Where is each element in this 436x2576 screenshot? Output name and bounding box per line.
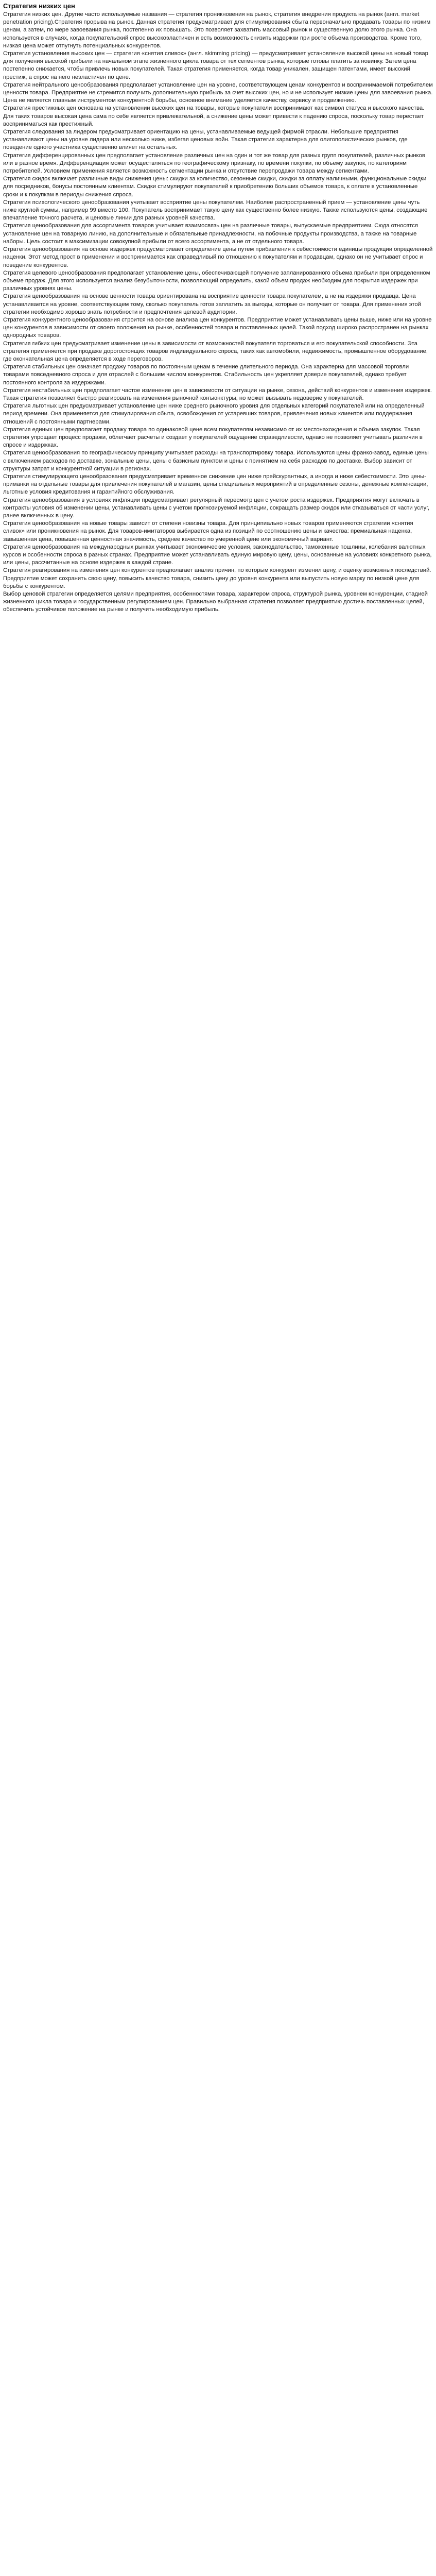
document-title: Стратегия низких цен bbox=[3, 2, 75, 10]
paragraph: Стратегия ценообразования на новые товары зависит от степени новизны товара. Для принципиально новых товаров применяются стратегии «снятия сливок» или проникновения на рынок. Для товаров-имитаторов выбирается одна из позиций по соотношению цены и качества: премиальная наценка, завышенная цена, повышенная ценностная значимость, среднее качество по умеренной цене или экономичный вариант. bbox=[3, 520, 413, 543]
document-page bbox=[0, 0, 436, 624]
paragraph: Стратегия низких цен. Другие часто используемые названия — стратегия проникновения на рынок, стратегия внедрения продукта на рынок (англ. market penetration pricing).Стратегия прорыва на рынок. Данная стратегия предусматривает для стимулирования сбыта первоначально продавать товары по низким ценам, а затем, по мере завоевания рынка, постепенно их повышать. Это позволяет захватить массовый рынок и существенную долю этого рынка. Она используется в случаях, когда покупательский спрос высокоэластичен и есть возможность снизить издержки при росте объема производства. Кроме того, низкая цена может отпугнуть потенциальных конкурентов. bbox=[3, 11, 431, 49]
paragraph: Стратегия ценообразования на основе издержек предусматривает определение цены путем прибавления к себестоимости единицы продукции определенной наценки. Этот метод прост в применении и воспринимается как справедливый по отношению к покупателям и продавцам, однако он не учитывает спрос и поведение конкурентов. bbox=[3, 246, 433, 268]
paragraph: Стратегия скидок включает различные виды снижения цены: скидки за количество, сезонные скидки, скидки за оплату наличными, функциональные скидки для посредников, бонусы постоянным клиентам. Скидки стимулируют покупателей к приобретению больших объемов товара, к оплате в установленные сроки и к покупкам в периоды снижения спроса. bbox=[3, 176, 427, 198]
paragraph: Стратегия конкурентного ценообразования строится на основе анализа цен конкурентов. Предприятие может устанавливать цены выше, ниже или на уровне цен конкурентов в зависимости от своего положения на рынке, особенностей товара и поставленных целей. Такой подход широко распространен на рынках однородных товаров. bbox=[3, 316, 432, 339]
paragraph: Стратегия ценообразования на международных рынках учитывает экономические условия, законодательство, таможенные пошлины, колебания валютных курсов и особенности спроса в разных странах. Предприятие может устанавливать единую мировую цену, цены, основанные на условиях конкретного рынка, или цены, рассчитанные на основе издержек в каждой стране. bbox=[3, 544, 432, 566]
paragraph: Стратегия ценообразования по географическому принципу учитывает расходы на транспортировку товара. Используются цены франко-завод, единые цены с включением расходов по доставке, зональные цены, цены с базисным пунктом и цены с принятием на себя расходов по доставке. Выбор зависит от структуры затрат и конкурентной ситуации в регионах. bbox=[3, 450, 429, 472]
paragraph: Стратегия нейтрального ценообразования предполагает установление цен на уровне, соответствующем ценам конкурентов и воспринимаемой потребителем ценности товара. Предприятие не стремится получить дополнительную прибыль за счет высоких цен, но и не использует низкие цены для завоевания рынка. Цена не является главным инструментом конкурентной борьбы, основное внимание уделяется качеству, сервису и продвижению. bbox=[3, 81, 433, 104]
paragraph: Стратегия дифференцированных цен предполагает установление различных цен на один и тот же товар для разных групп покупателей, различных рынков или в разное время. Дифференциация может осуществляться по географическому признаку, по времени покупки, по объему закупок, по категориям потребителей. Условием применения является возможность сегментации рынка и отсутствие перепродажи товара между сегментами. bbox=[3, 152, 425, 175]
paragraph: Стратегия стимулирующего ценообразования предусматривает временное снижение цен ниже прейскурантных, а иногда и ниже себестоимости. Это цены-приманки на отдельные товары для привлечения покупателей в магазин, цены специальных мероприятий в определенные сезоны, денежные компенсации, льготные условия кредитования и гарантийного обслуживания. bbox=[3, 473, 428, 496]
paragraph: Стратегия престижных цен основана на установлении высоких цен на товары, которые покупатели воспринимают как символ статуса и высокого качества. Для таких товаров высокая цена сама по себе является привлекательной, а снижение цены может привести к падению спроса, поскольку товар перестает восприниматься как престижный. bbox=[3, 105, 425, 127]
paragraph: Стратегия ценообразования для ассортимента товаров учитывает взаимосвязь цен на различные товары, выпускаемые предприятием. Сюда относятся установление цен на товарную линию, на дополнительные и обязательные принадлежности, на побочные продукты производства, а также на товарные наборы. Цель состоит в максимизации совокупной прибыли от всего ассортимента, а не от отдельного товара. bbox=[3, 223, 418, 245]
paragraph: Стратегия ценообразования на основе ценности товара ориентирована на восприятие ценности товара покупателем, а не на издержки продавца. Цена устанавливается на уровне, соответствующем тому, сколько покупатель готов заплатить за выгоды, которые он получает от товара. Для применения этой стратегии необходимо хорошо знать потребности и предпочтения целевой аудитории. bbox=[3, 293, 421, 315]
paragraph: Стратегия установления высоких цен — стратегия «снятия сливок» (англ. skimming pricing) — предусматривает установление высокой цены на новый товар для получения высокой прибыли на начальном этапе жизненного цикла товара от тех сегментов рынка, которые готовы платить за новинку. Затем цена постепенно снижается, чтобы привлечь новых покупателей. Такая стратегия применяется, когда товар уникален, защищен патентами, имеет высокий престиж, а спрос на него неэластичен по цене. bbox=[3, 50, 428, 80]
paragraph: Стратегия целевого ценообразования предполагает установление цены, обеспечивающей получение запланированного объема прибыли при определенном объеме продаж. Для этого используется анализ безубыточности, позволяющий определить, какой объем продаж необходим для покрытия издержек при различных уровнях цены. bbox=[3, 269, 430, 292]
paragraph: Стратегия стабильных цен означает продажу товаров по постоянным ценам в течение длительного периода. Она характерна для массовой торговли товарами повседневного спроса и для отраслей с большим числом конкурентов. Стабильность цен укрепляет доверие покупателей, однако требует постоянного контроля за издержками. bbox=[3, 364, 409, 386]
document-body bbox=[3, 11, 433, 614]
paragraph: Стратегия психологического ценообразования учитывает восприятие цены покупателем. Наиболее распространенный прием — установление цены чуть ниже круглой суммы, например 99 вместо 100. Покупатель воспринимает такую цену как существенно более низкую. Также используются цены, создающие впечатление точного расчета, и ценовые линии для разных уровней качества. bbox=[3, 199, 428, 222]
paragraph: Стратегия реагирования на изменения цен конкурентов предполагает анализ причин, по которым конкурент изменил цену, и оценку возможных последствий. Предприятие может сохранить свою цену, повысить качество товара, снизить цену до уровня конкурента или выпустить новую марку по низкой цене для борьбы с конкурентом. bbox=[3, 567, 431, 589]
paragraph: Стратегия нестабильных цен предполагает частое изменение цен в зависимости от ситуации на рынке, сезона, действий конкурентов и изменения издержек. Такая стратегия позволяет быстро реагировать на изменения рыночной конъюнктуры, но может вызывать недоверие у покупателей. bbox=[3, 387, 432, 401]
paragraph: Стратегия следования за лидером предусматривает ориентацию на цены, устанавливаемые ведущей фирмой отрасли. Небольшие предприятия устанавливают цены на уровне лидера или несколько ниже, избегая ценовых войн. Такая стратегия характерна для олигополистических рынков, где поведение одного участника существенно влияет на остальных. bbox=[3, 129, 408, 151]
paragraph: Выбор ценовой стратегии определяется целями предприятия, особенностями товара, характером спроса, структурой рынка, уровнем конкуренции, стадией жизненного цикла товара и государственным регулированием цен. Правильно выбранная стратегия позволяет предприятию достичь поставленных целей, обеспечить устойчивое положение на рынке и получить необходимую прибыль. bbox=[3, 591, 428, 613]
paragraph: Стратегия ценообразования в условиях инфляции предусматривает регулярный пересмотр цен с учетом роста издержек. Предприятия могут включать в контракты условия об изменении цены, устанавливать цены с учетом прогнозируемой инфляции, сокращать размер скидок или отказываться от части услуг, ранее включенных в цену. bbox=[3, 497, 430, 519]
paragraph: Стратегия льготных цен предусматривает установление цен ниже среднего рыночного уровня для отдельных категорий покупателей или на определенный период времени. Она применяется для стимулирования сбыта, освобождения от устаревших товаров, привлечения новых клиентов или поддержания отношений с постоянными партнерами. bbox=[3, 403, 425, 425]
paragraph: Стратегия единых цен предполагает продажу товара по одинаковой цене всем покупателям независимо от их местонахождения и объема закупок. Такая стратегия упрощает процесс продажи, облегчает расчеты и создает у покупателей ощущение справедливости, однако не позволяет учитывать различия в спросе и издержках. bbox=[3, 426, 423, 449]
paragraph: Стратегия гибких цен предусматривает изменение цены в зависимости от возможностей покупателя торговаться и его покупательской способности. Эта стратегия применяется при продаже дорогостоящих товаров индивидуального спроса, таких как автомобили, недвижимость, промышленное оборудование, где окончательная цена определяется в ходе переговоров. bbox=[3, 340, 428, 362]
